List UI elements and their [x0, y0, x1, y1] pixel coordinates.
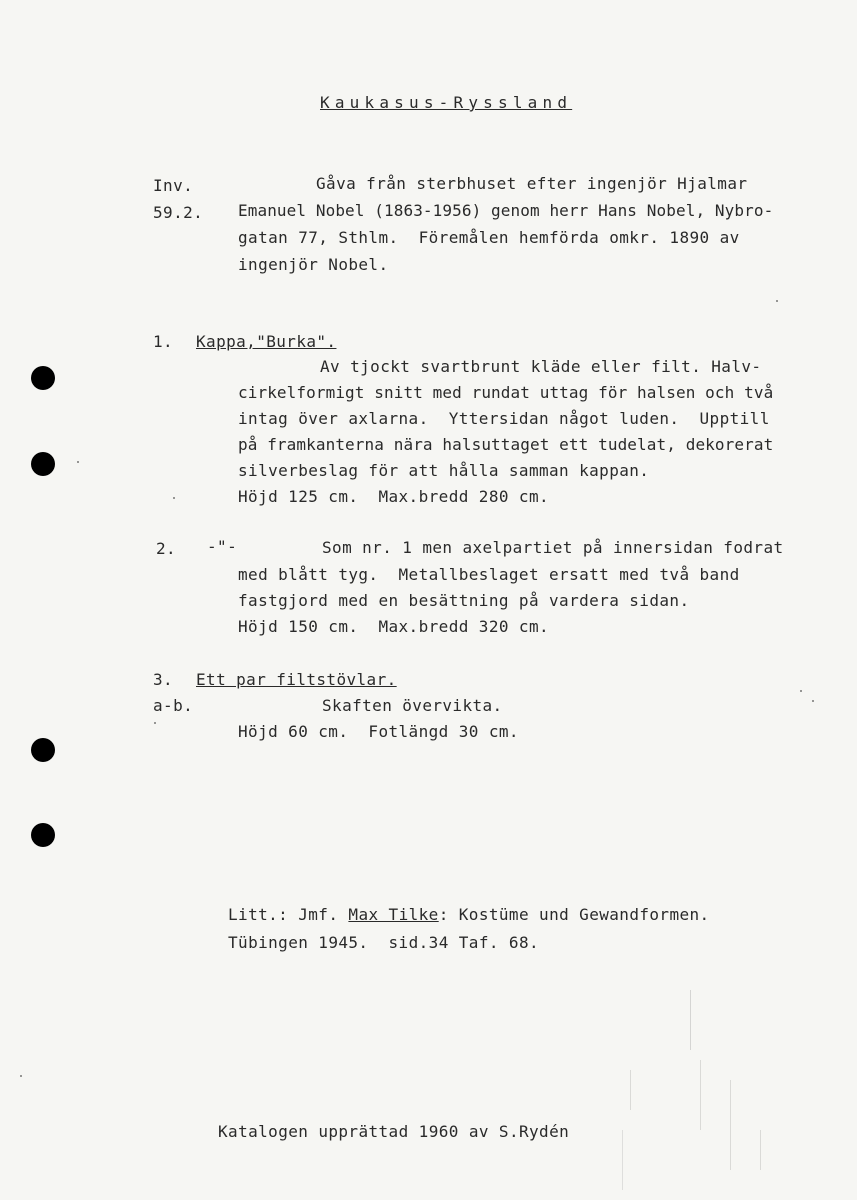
- item-2-number: 2.: [156, 539, 177, 558]
- intro-line-2: Emanuel Nobel (1863-1956) genom herr Hans Nobel, Nybro-: [238, 201, 774, 220]
- literature-author: Max Tilke: [348, 905, 439, 924]
- item-2-line-4: Höjd 150 cm. Max.bredd 320 cm.: [238, 617, 550, 636]
- item-1-line-1: Av tjockt svartbrunt kläde eller filt. Halv-: [320, 357, 762, 376]
- scan-speck: [154, 722, 156, 724]
- scan-streak: [622, 1130, 623, 1190]
- scan-streak: [730, 1080, 731, 1170]
- item-1-line-6: Höjd 125 cm. Max.bredd 280 cm.: [238, 487, 550, 506]
- scan-streak: [700, 1060, 701, 1130]
- item-3-heading: Ett par filtstövlar.: [196, 670, 397, 689]
- item-3-number: 3.: [153, 670, 174, 689]
- scan-speck: [800, 690, 802, 692]
- scan-streak: [690, 990, 691, 1050]
- catalogue-footer: Katalogen upprättad 1960 av S.Rydén: [218, 1122, 570, 1141]
- item-1-number: 1.: [153, 332, 174, 351]
- inv-label: Inv.: [153, 176, 194, 195]
- punch-hole-1: [31, 366, 55, 390]
- intro-line-3: gatan 77, Sthlm. Föremålen hemförda omkr. 1890 av: [238, 228, 740, 247]
- item-1-line-3: intag över axlarna. Yttersidan något luden. Upptill: [238, 409, 770, 428]
- punch-hole-3: [31, 738, 55, 762]
- item-3-line-1: Skaften överviktа.: [322, 696, 503, 715]
- item-1-line-2: cirkelformigt snitt med rundat uttag för halsen och två: [238, 383, 774, 402]
- item-2-ditto: -"-: [207, 537, 238, 556]
- scan-speck: [20, 1075, 22, 1077]
- scan-streak: [760, 1130, 761, 1170]
- literature-prefix: Litt.: Jmf.: [228, 905, 349, 924]
- item-3-sub: a-b.: [153, 696, 194, 715]
- scan-speck: [77, 461, 79, 463]
- item-3-line-2: Höjd 60 cm. Fotlängd 30 cm.: [238, 722, 519, 741]
- scan-streak: [630, 1070, 631, 1110]
- item-1-line-4: på framkanterna nära halsuttaget ett tudelat, dekorerat: [238, 435, 774, 454]
- scan-speck: [173, 497, 175, 499]
- item-1-heading: Kappa,"Burka".: [196, 332, 337, 351]
- intro-line-4: ingenjör Nobel.: [238, 255, 389, 274]
- page-title: Kaukasus-Ryssland: [320, 93, 573, 112]
- scan-speck: [776, 300, 778, 302]
- scan-speck: [812, 700, 814, 702]
- item-1-line-5: silverbeslag för att hålla samman kappan.: [238, 461, 650, 480]
- inv-number: 59.2.: [153, 203, 204, 222]
- punch-hole-4: [31, 823, 55, 847]
- item-2-line-1: Som nr. 1 men axelpartiet på innersidan fodrat: [322, 538, 784, 557]
- literature-line-2: Tübingen 1945. sid.34 Taf. 68.: [228, 933, 540, 952]
- item-2-line-2: med blått tyg. Metallbeslaget ersatt med två band: [238, 565, 740, 584]
- punch-hole-2: [31, 452, 55, 476]
- intro-line-1: Gåva från sterbhuset efter ingenjör Hjalmar: [316, 174, 748, 193]
- literature-rest: : Kostüme und Gewandformen.: [438, 905, 710, 924]
- literature-line-1: [228, 905, 710, 925]
- item-2-line-3: fastgjord med en besättning på vardera sidan.: [238, 591, 690, 610]
